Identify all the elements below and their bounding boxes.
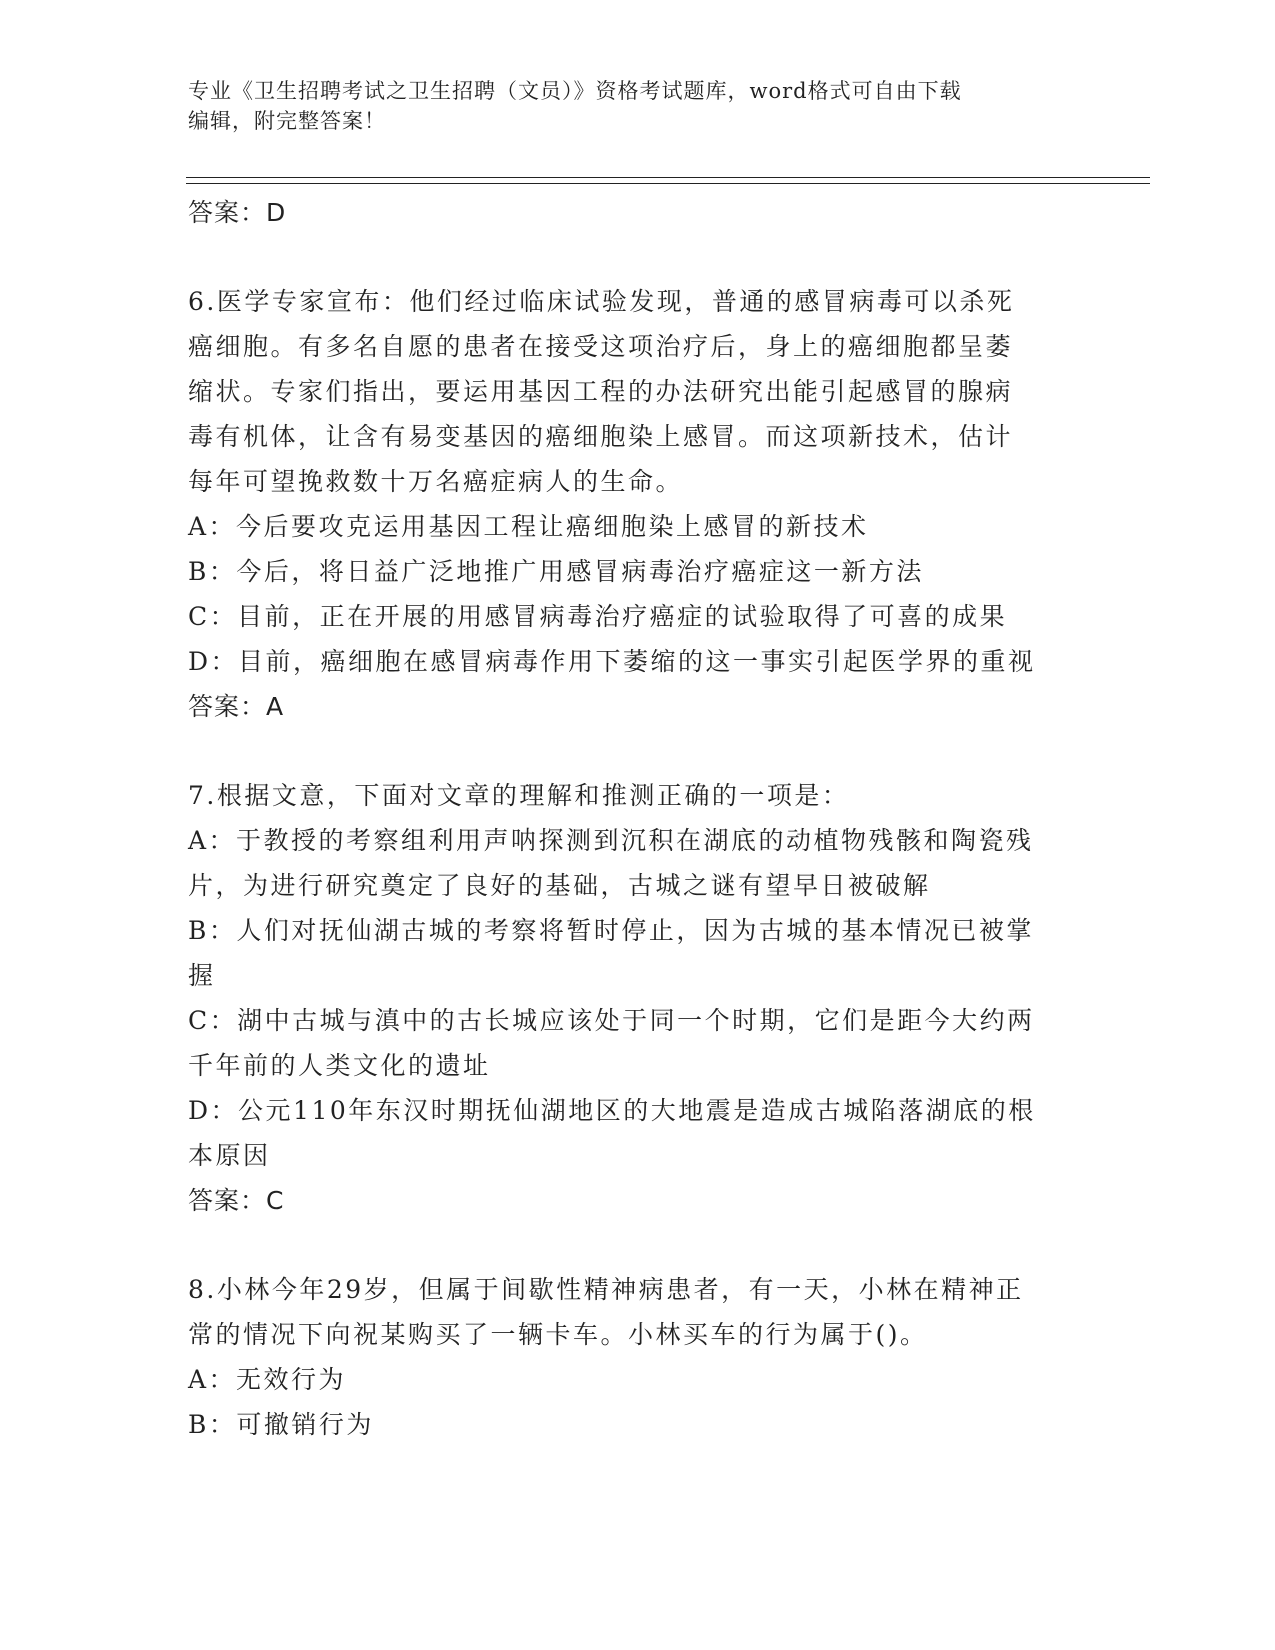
document-body: [188, 190, 1068, 1447]
question-7-answer: 答案：C: [188, 1186, 285, 1215]
question-6-line-3: 缩状。专家们指出，要运用基因工程的办法研究出能引起感冒的腺病: [188, 377, 1014, 406]
spacer: [188, 235, 1068, 279]
header-divider: [186, 177, 1150, 184]
document-header: [188, 76, 1068, 136]
question-6-option-b: B：今后，将日益广泛地推广用感冒病毒治疗癌症这一新方法: [188, 557, 924, 586]
header-line-2: 编辑，附完整答案！: [188, 109, 386, 133]
question-6-option-c: C：目前，正在开展的用感冒病毒治疗癌症的试验取得了可喜的成果: [188, 602, 1008, 631]
question-6-line-2: 癌细胞。有多名自愿的患者在接受这项治疗后，身上的癌细胞都呈萎: [188, 332, 1014, 361]
question-7-option-b-line-1: B：人们对抚仙湖古城的考察将暂时停止，因为古城的基本情况已被掌: [188, 916, 1034, 945]
question-6-line-1: 6.医学专家宣布：他们经过临床试验发现，普通的感冒病毒可以杀死: [188, 287, 1015, 316]
question-6-option-d: D：目前，癌细胞在感冒病毒作用下萎缩的这一事实引起医学界的重视: [188, 647, 1036, 676]
question-6-line-4: 毒有机体，让含有易变基因的癌细胞染上感冒。而这项新技术，估计: [188, 422, 1014, 451]
question-7-option-d-line-2: 本原因: [188, 1141, 271, 1170]
question-7-stem: 7.根据文意，下面对文章的理解和推测正确的一项是：: [188, 781, 850, 810]
question-7-option-c-line-1: C：湖中古城与滇中的古长城应该处于同一个时期，它们是距今大约两: [188, 1006, 1035, 1035]
question-7-option-a-line-1: A：于教授的考察组利用声呐探测到沉积在湖底的动植物残骸和陶瓷残: [188, 826, 1034, 855]
spacer: [188, 729, 1068, 773]
header-line-1: 专业《卫生招聘考试之卫生招聘（文员）》资格考试题库，word格式可自由下载: [188, 79, 962, 103]
spacer: [188, 1223, 1068, 1267]
question-8: [188, 1267, 1068, 1447]
question-7-option-c-line-2: 千年前的人类文化的遗址: [188, 1051, 491, 1080]
question-6-answer: 答案：A: [188, 692, 285, 721]
question-8-line-1: 8.小林今年29岁，但属于间歇性精神病患者，有一天，小林在精神正: [188, 1275, 1024, 1304]
question-8-line-2: 常的情况下向祝某购买了一辆卡车。小林买车的行为属于()。: [188, 1320, 928, 1349]
answer-prev: 答案：D: [188, 198, 287, 227]
question-6: [188, 279, 1068, 729]
question-7-option-a-line-2: 片，为进行研究奠定了良好的基础，古城之谜有望早日被破解: [188, 871, 931, 900]
question-7: [188, 773, 1068, 1223]
question-6-line-5: 每年可望挽救数十万名癌症病人的生命。: [188, 467, 684, 496]
question-8-option-b: B：可撤销行为: [188, 1410, 374, 1439]
question-7-option-b-line-2: 握: [188, 961, 216, 990]
question-7-option-d-line-1: D：公元110年东汉时期抚仙湖地区的大地震是造成古城陷落湖底的根: [188, 1096, 1036, 1125]
question-8-option-a: A：无效行为: [188, 1365, 347, 1394]
question-6-option-a: A：今后要攻克运用基因工程让癌细胞染上感冒的新技术: [188, 512, 869, 541]
